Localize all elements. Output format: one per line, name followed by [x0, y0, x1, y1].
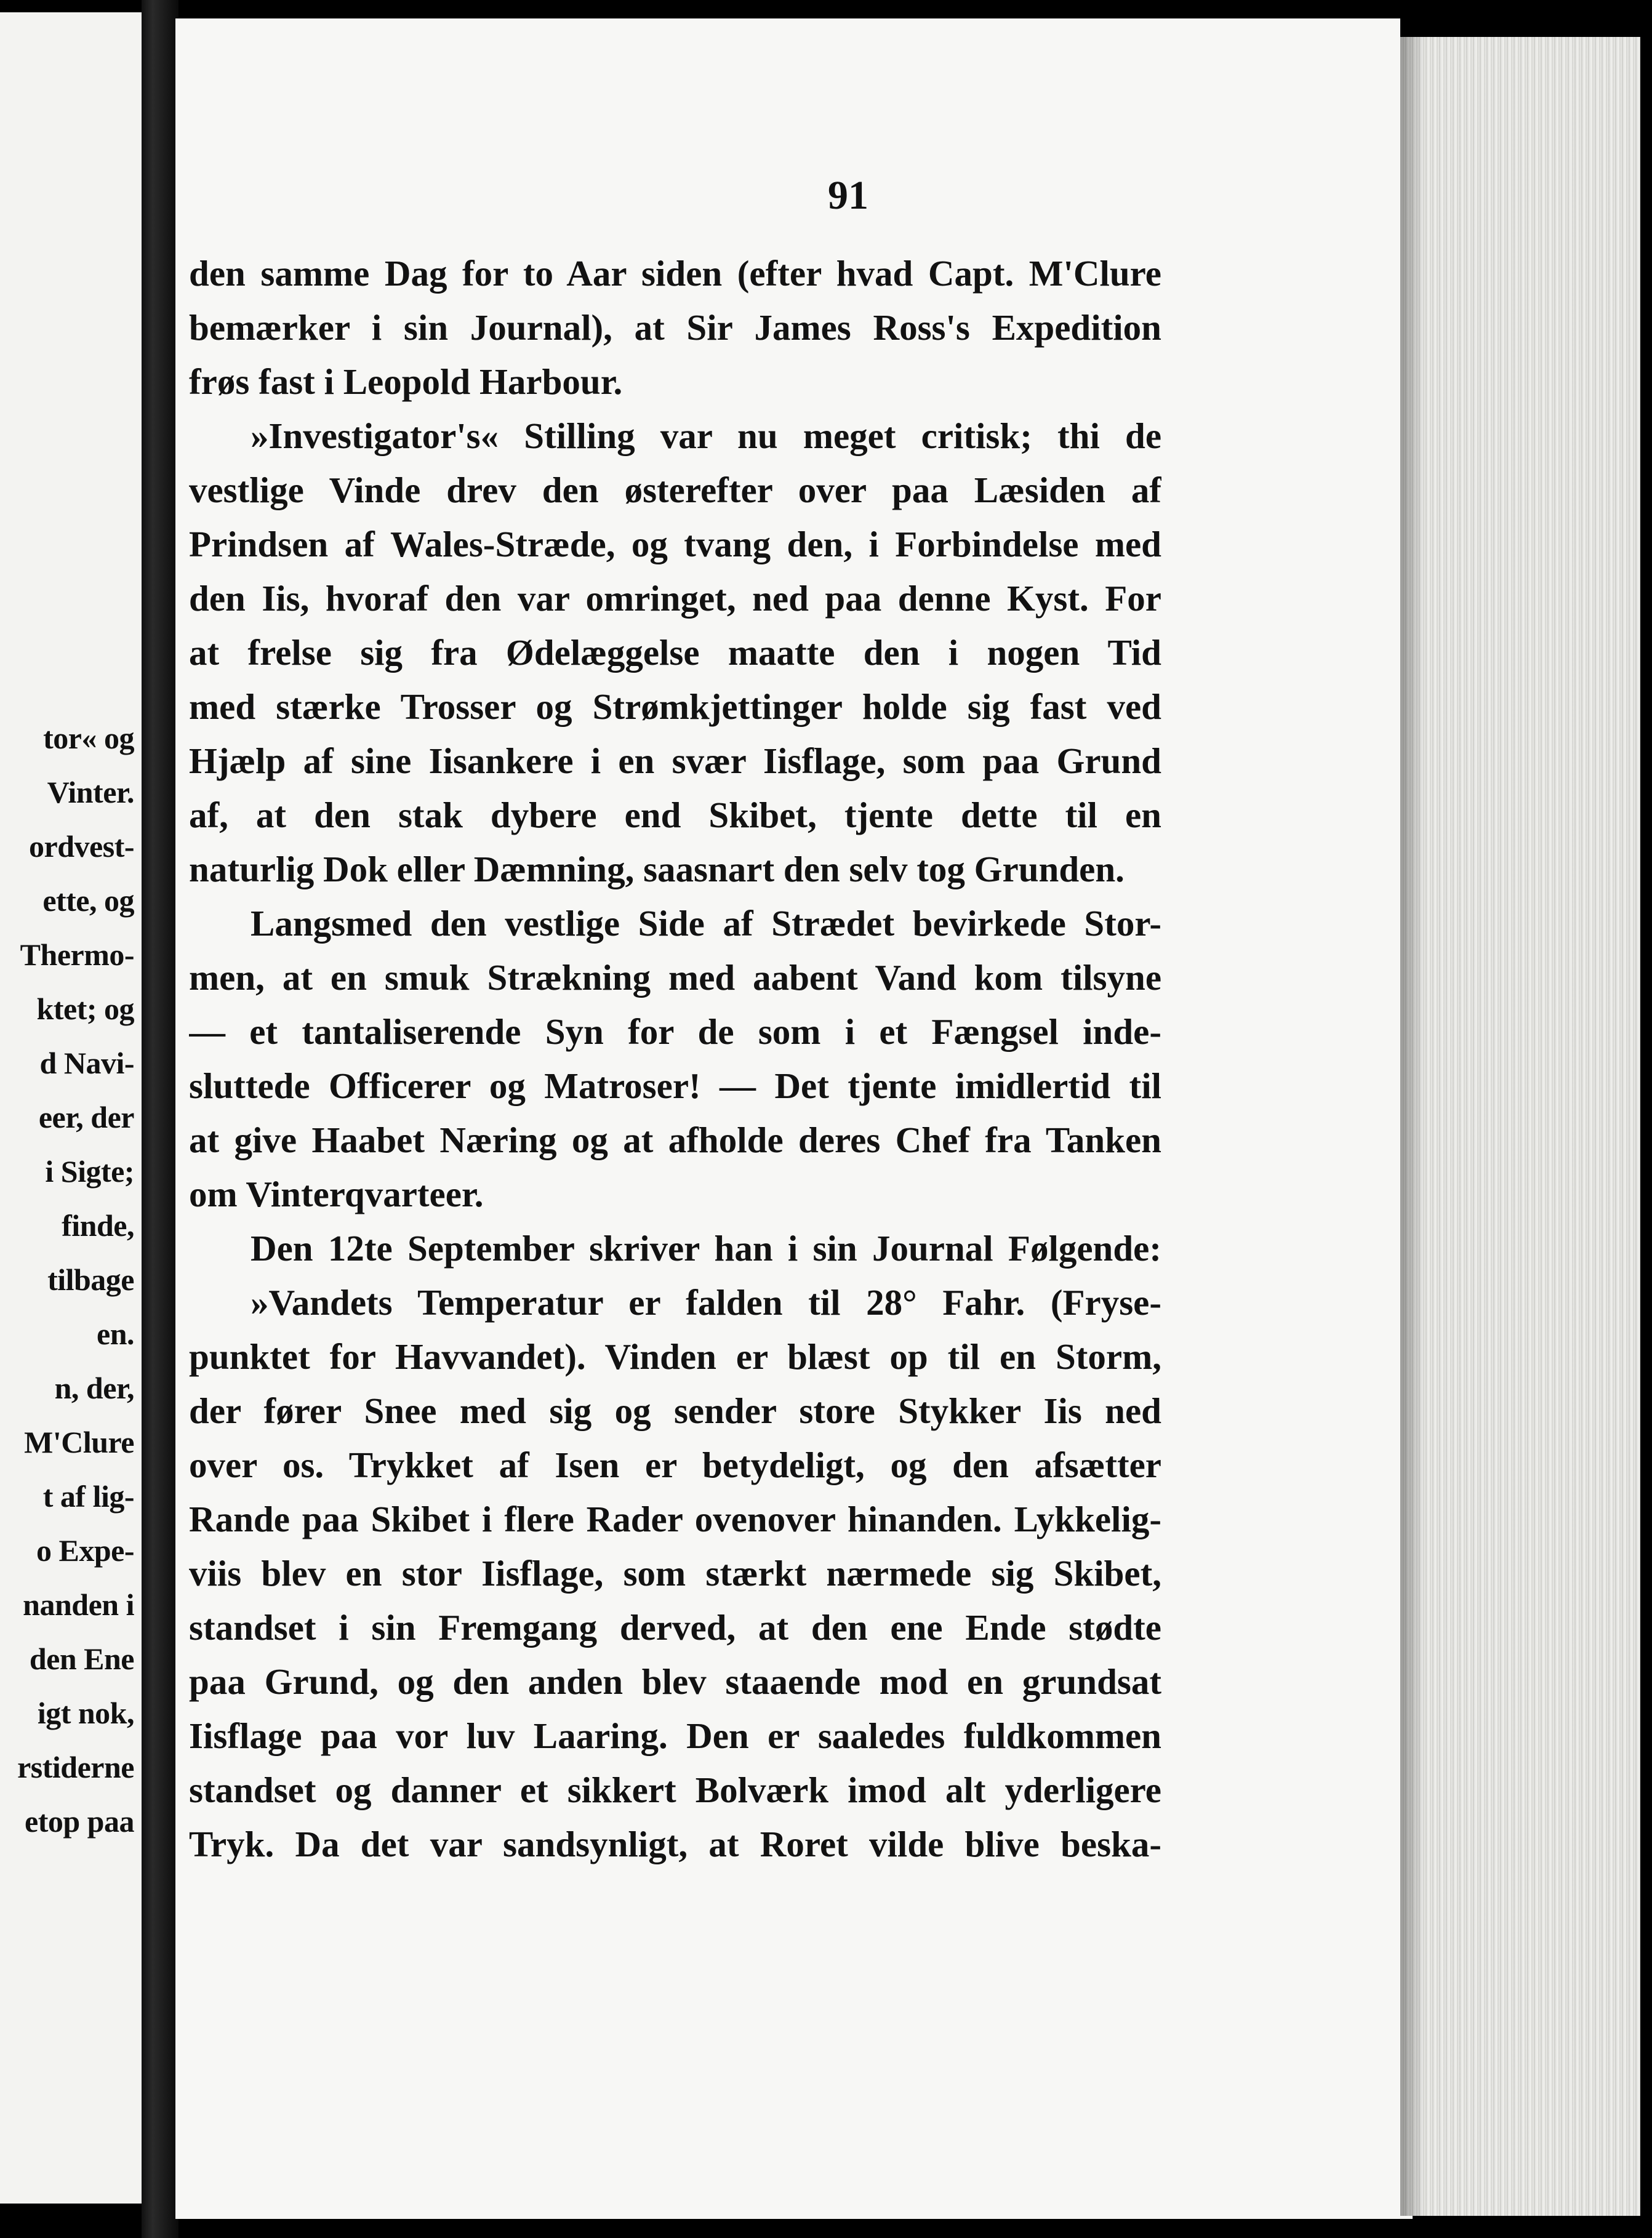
text-line: Tryk. Da det var sandsynligt, at Roret vilde blive beska-: [189, 1824, 1161, 1864]
text-line: om Vinterqvarteer.: [189, 1174, 484, 1214]
text-line: den samme Dag for to Aar siden (efter hvad Capt. M'Clure: [189, 253, 1161, 294]
main-page: [175, 18, 1413, 2219]
left-page-line: o Expe-: [36, 1533, 134, 1568]
left-page-line: n, der,: [54, 1371, 134, 1405]
text-line: Hjælp af sine Iisankere i en svær Iisflage, som paa Grund: [189, 740, 1161, 781]
text-line: sluttede Officerer og Matroser! — Det tjente imidlertid til: [189, 1065, 1161, 1106]
text-line: bemærker i sin Journal), at Sir James Ross's Expedition: [189, 307, 1161, 348]
text-line: frøs fast i Leopold Harbour.: [189, 361, 623, 402]
page-number: 91: [828, 173, 868, 218]
left-page-line: eer, der: [38, 1100, 134, 1134]
left-page-line: Vinter.: [47, 775, 134, 809]
text-line: med stærke Trosser og Strømkjettinger holde sig fast ved: [189, 686, 1161, 727]
edge-top-shadow: [1400, 0, 1652, 37]
text-line: Langsmed den vestlige Side af Strædet bevirkede Stor-: [251, 903, 1161, 944]
text-line: punktet for Havvandet). Vinden er blæst op til en Storm,: [189, 1336, 1161, 1377]
left-page-line: i Sigte;: [45, 1154, 134, 1189]
text-line: »Investigator's« Stilling var nu meget critisk; thi de: [251, 415, 1161, 456]
text-line: Iisflage paa vor luv Laaring. Den er saaledes fuldkommen: [189, 1715, 1161, 1756]
text-line: men, at en smuk Strækning med aabent Vand kom tilsyne: [189, 957, 1161, 998]
text-line: der fører Snee med sig og sender store Stykker Iis ned: [189, 1390, 1161, 1431]
left-page-line: ktet; og: [36, 992, 134, 1026]
text-line: naturlig Dok eller Dæmning, saasnart den selv tog Grunden.: [189, 849, 1125, 889]
left-page-line: M'Clure: [24, 1425, 134, 1459]
left-page-line: rstiderne: [17, 1750, 134, 1784]
left-page-line: tilbage: [47, 1262, 134, 1297]
text-line: vestlige Vinde drev den østerefter over paa Læsiden af: [189, 470, 1161, 510]
text-line: »Vandets Temperatur er falden til 28° Fahr. (Fryse-: [251, 1282, 1161, 1323]
text-line: af, at den stak dybere end Skibet, tjente dette til en: [189, 795, 1161, 835]
book-gutter: [142, 0, 178, 2238]
text-line: at frelse sig fra Ødelæggelse maatte den i nogen Tid: [189, 632, 1161, 673]
left-page-line: Thermo-: [20, 937, 134, 972]
text-line: den Iis, hvoraf den var omringet, ned paa denne Kyst. For: [189, 578, 1161, 619]
text-line: standset i sin Fremgang derved, at den ene Ende stødte: [189, 1607, 1161, 1648]
text-line: viis blev en stor Iisflage, som stærkt nærmede sig Skibet,: [189, 1553, 1161, 1594]
text-line: paa Grund, og den anden blev staaende mod en grundsat: [189, 1661, 1161, 1702]
left-page-line: den Ene: [29, 1642, 134, 1676]
text-line: Rande paa Skibet i flere Rader ovenover hinanden. Lykkelig-: [189, 1499, 1161, 1539]
left-page-line: t af lig-: [42, 1479, 134, 1514]
left-page-line: nanden i: [23, 1587, 134, 1622]
left-page-line: ette, og: [42, 883, 134, 918]
left-page-line: d Navi-: [39, 1046, 134, 1080]
page-edges-shadow: [1400, 37, 1425, 2216]
text-line: at give Haabet Næring og at afholde deres Chef fra Tanken: [189, 1120, 1161, 1160]
text-line: Prindsen af Wales-Stræde, og tvang den, i Forbindelse med: [189, 524, 1161, 564]
left-page-line: finde,: [62, 1208, 134, 1243]
page-edges: [1400, 37, 1640, 2216]
left-facing-page: [0, 12, 142, 2204]
left-page-line: etop paa: [25, 1804, 134, 1839]
left-page-line: ordvest-: [29, 829, 134, 864]
left-page-line: en.: [97, 1317, 134, 1351]
body-text: [189, 246, 1161, 1871]
left-page-line: igt nok,: [37, 1696, 134, 1730]
text-line: — et tantaliserende Syn for de som i et Fængsel inde-: [189, 1011, 1161, 1052]
left-page-line: tor« og: [43, 721, 134, 755]
text-line: Den 12te September skriver han i sin Journal Følgende:: [251, 1228, 1161, 1269]
text-line: over os. Trykket af Isen er betydeligt, og den afsætter: [189, 1445, 1161, 1485]
text-line: standset og danner et sikkert Bolværk imod alt yderligere: [189, 1770, 1161, 1810]
